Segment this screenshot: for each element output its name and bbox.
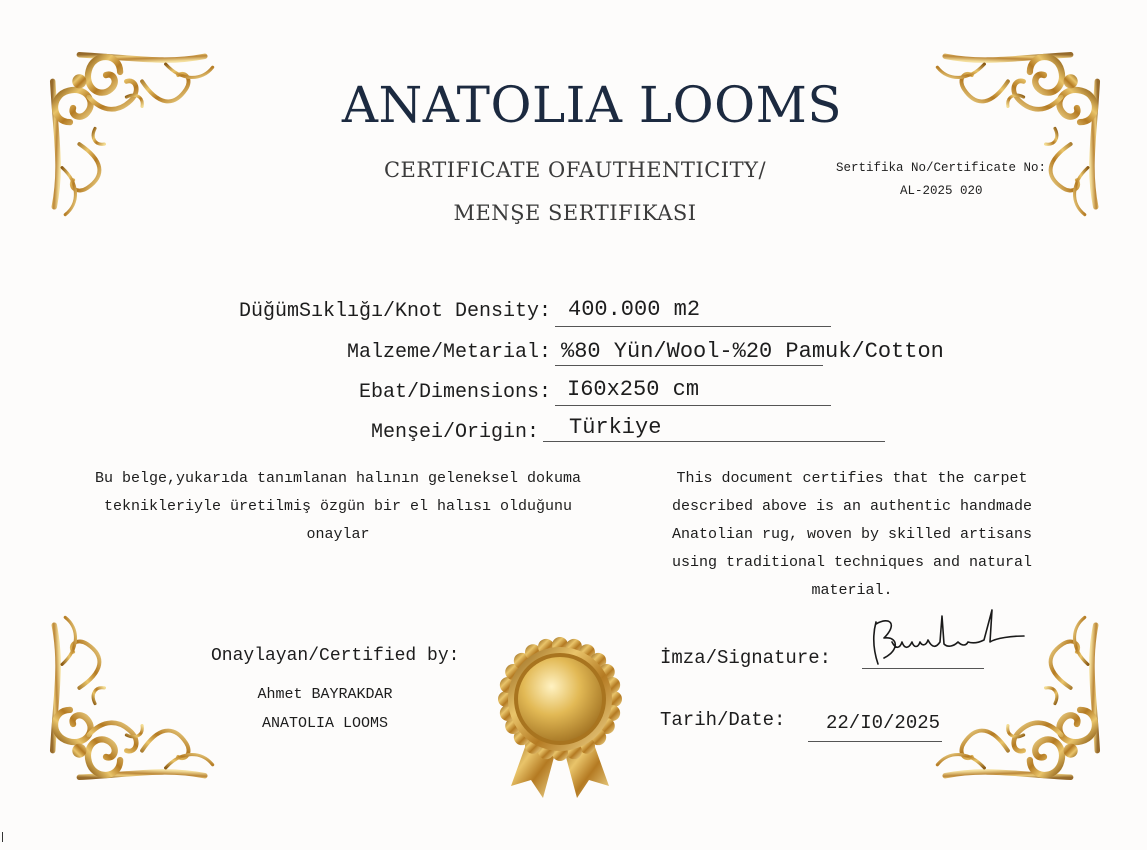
certificate-number-value: AL-2025 020 — [900, 184, 983, 198]
material-label: Malzeme/Metarial: — [346, 341, 551, 364]
dimensions-value: I60x250 cm — [567, 377, 700, 402]
material-line — [555, 365, 823, 366]
origin-label: Menşei/Origin: — [370, 421, 539, 444]
certified-by-label: Onaylayan/Certified by: — [211, 646, 460, 666]
english-statement: This document certifies that the carpet described above is an authentic handmade Anatolian rug, woven by skilled artisans using traditional techniques and natural material. — [671, 470, 1033, 599]
date-line — [808, 741, 942, 742]
certificate-subtitle-tr: MENŞE SERTIFIKASI — [453, 201, 697, 225]
signature-label: İmza/Signature: — [660, 647, 832, 669]
material-value: %80 Yün/Wool-%20 Pamuk/Cotton — [561, 339, 944, 364]
certifier-company: ANATOLIA LOOMS — [261, 715, 389, 732]
certificate-subtitle: CERTIFICATE OFAUTHENTICITY/ — [383, 158, 767, 182]
knot-density-value: 400.000 m2 — [568, 297, 701, 322]
gold-seal-icon — [495, 636, 625, 798]
certifier-name: Ahmet BAYRAKDAR — [257, 686, 393, 703]
knot-density-line — [555, 326, 831, 327]
signature-scribble-icon — [862, 602, 1026, 674]
origin-line — [543, 441, 885, 442]
brand-title: ANATOLIA LOOMS — [341, 76, 843, 134]
signature-line — [862, 668, 984, 669]
turkish-statement: Bu belge,yukarıda tanımlanan halının geleneksel dokuma teknikleriyle üretilmiş özgün bir el halısı olduğunu onaylar — [94, 470, 582, 543]
ornament-corner-icon — [46, 586, 246, 782]
dimensions-line — [555, 405, 831, 406]
date-label: Tarih/Date: — [660, 709, 786, 731]
dimensions-label: Ebat/Dimensions: — [358, 381, 551, 404]
knot-density-label: DüğümSıklığı/Knot Density: — [238, 300, 551, 323]
origin-value: Türkiye — [569, 415, 662, 440]
date-value: 22/I0/2025 — [826, 712, 941, 734]
edge-mark — [2, 832, 3, 842]
certificate-number-label: Sertifika No/Certificate No: — [836, 161, 1047, 175]
